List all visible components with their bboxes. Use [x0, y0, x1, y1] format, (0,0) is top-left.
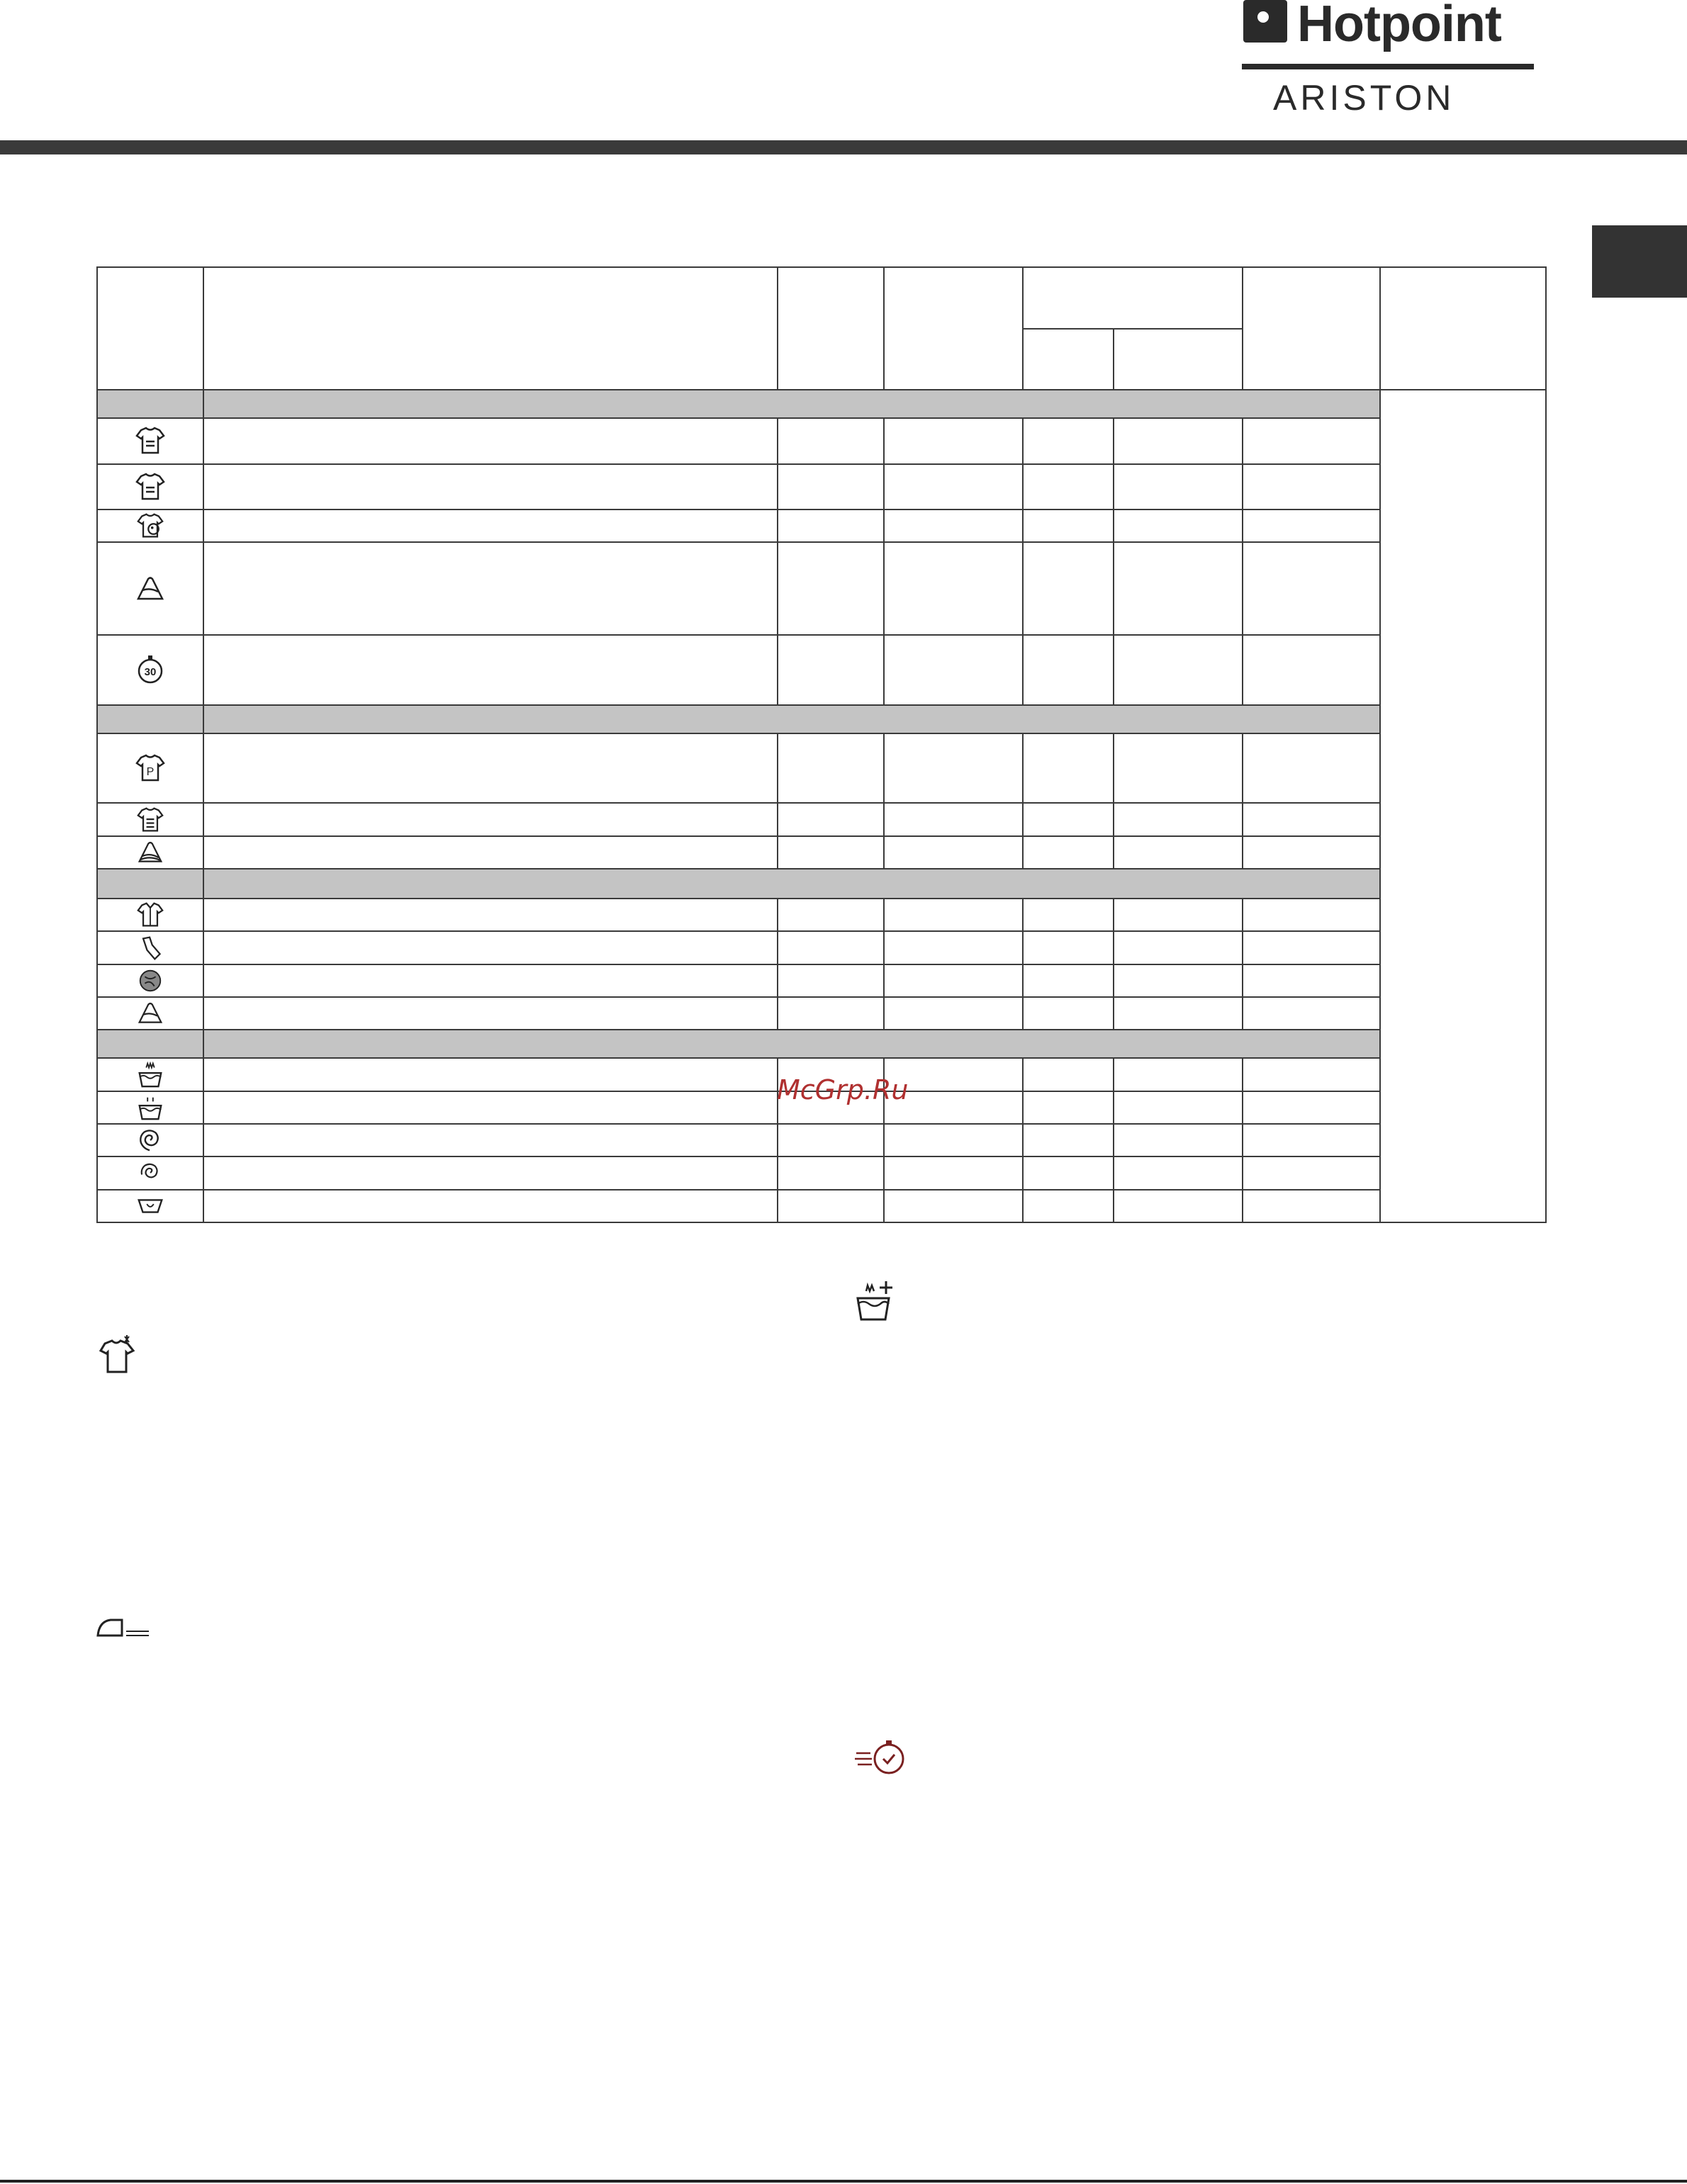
footer-rule — [0, 2180, 1687, 2183]
program-icon-cell — [97, 464, 203, 510]
table-row — [97, 1190, 1546, 1222]
program-icon-cell — [97, 1156, 203, 1189]
header-col-4 — [884, 267, 1023, 390]
program-icon-cell — [97, 931, 203, 964]
program-icon-cell — [97, 803, 203, 835]
program-icon-cell — [97, 1190, 203, 1222]
program-icon-cell — [97, 899, 203, 931]
header-sub-a — [1023, 329, 1114, 390]
table-row — [97, 510, 1546, 542]
table-row — [97, 1124, 1546, 1156]
notes-column — [1380, 390, 1546, 1222]
easy-iron-icon — [95, 1613, 152, 1641]
category-row — [97, 869, 1546, 899]
shirt-p-icon — [134, 753, 167, 783]
program-icon-cell — [97, 836, 203, 869]
category-cell — [97, 705, 203, 733]
table-row — [97, 803, 1546, 835]
table-header-row — [97, 267, 1546, 329]
program-icon-cell — [97, 1124, 203, 1156]
table-row — [97, 899, 1546, 931]
spiral-small-icon — [138, 1161, 162, 1185]
table-row — [97, 964, 1546, 997]
program-icon-cell — [97, 635, 203, 705]
timer-30-icon — [134, 653, 167, 686]
language-tab — [1592, 225, 1687, 298]
pyramid-fabric-icon — [135, 1001, 166, 1026]
category-label — [203, 390, 1380, 418]
table-row — [97, 1156, 1546, 1189]
program-icon-cell — [97, 1058, 203, 1091]
category-cell — [97, 390, 203, 418]
header-bar — [0, 140, 1687, 154]
brand-sub: ARISTON — [1273, 78, 1455, 118]
program-icon-cell — [97, 733, 203, 804]
program-icon-cell — [97, 964, 203, 997]
drain-icon — [135, 1194, 166, 1218]
stacked-fabric-icon — [135, 840, 166, 865]
wool-ball-icon — [137, 967, 164, 994]
spiral-icon — [137, 1127, 164, 1154]
program-icon-cell — [97, 510, 203, 542]
basin-icon — [135, 1093, 165, 1122]
program-icon-cell — [97, 997, 203, 1030]
extra-rinse-icon — [853, 1280, 900, 1324]
header-icon-col — [97, 267, 203, 390]
table-row — [97, 997, 1546, 1030]
header-col-7 — [1243, 267, 1380, 390]
pyramid-fabric-icon — [134, 575, 167, 603]
shirt-palette-icon — [135, 512, 166, 539]
category-label — [203, 869, 1380, 899]
brand-logo — [1242, 0, 1540, 120]
header-col-8 — [1380, 267, 1546, 390]
shirt-lines-icon — [134, 472, 167, 502]
delay-timer-icon — [853, 1738, 910, 1779]
category-row — [97, 705, 1546, 733]
category-cell — [97, 869, 203, 899]
table-row — [97, 418, 1546, 463]
table-row — [97, 542, 1546, 635]
brand-name: Hotpoint — [1297, 0, 1501, 52]
category-label — [203, 1030, 1380, 1058]
svg-text:30: 30 — [144, 666, 157, 679]
shirt-lines-icon — [135, 806, 165, 833]
program-icon-cell — [97, 542, 203, 635]
header-program-col — [203, 267, 778, 390]
shirt-collar-icon — [135, 901, 165, 928]
svg-text:P: P — [146, 766, 155, 779]
category-cell — [97, 1030, 203, 1058]
shirt-lines-icon — [134, 426, 167, 456]
watermark: McGrp.Ru — [777, 1074, 909, 1105]
logo-rule — [1242, 64, 1534, 69]
delicate-garment-icon — [135, 935, 165, 962]
category-row — [97, 1030, 1546, 1058]
category-row — [97, 390, 1546, 418]
table-row — [97, 635, 1546, 705]
header-sub-b — [1114, 329, 1243, 390]
stain-shirt-icon — [96, 1334, 138, 1375]
table-row — [97, 836, 1546, 869]
table-row — [97, 464, 1546, 510]
rinse-basin-icon — [135, 1061, 165, 1089]
program-icon-cell — [97, 1091, 203, 1124]
header-col-3 — [778, 267, 884, 390]
table-row — [97, 733, 1546, 804]
program-icon-cell — [97, 418, 203, 463]
table-row — [97, 931, 1546, 964]
header-group — [1023, 267, 1243, 329]
logo-mark — [1243, 0, 1287, 43]
category-label — [203, 705, 1380, 733]
